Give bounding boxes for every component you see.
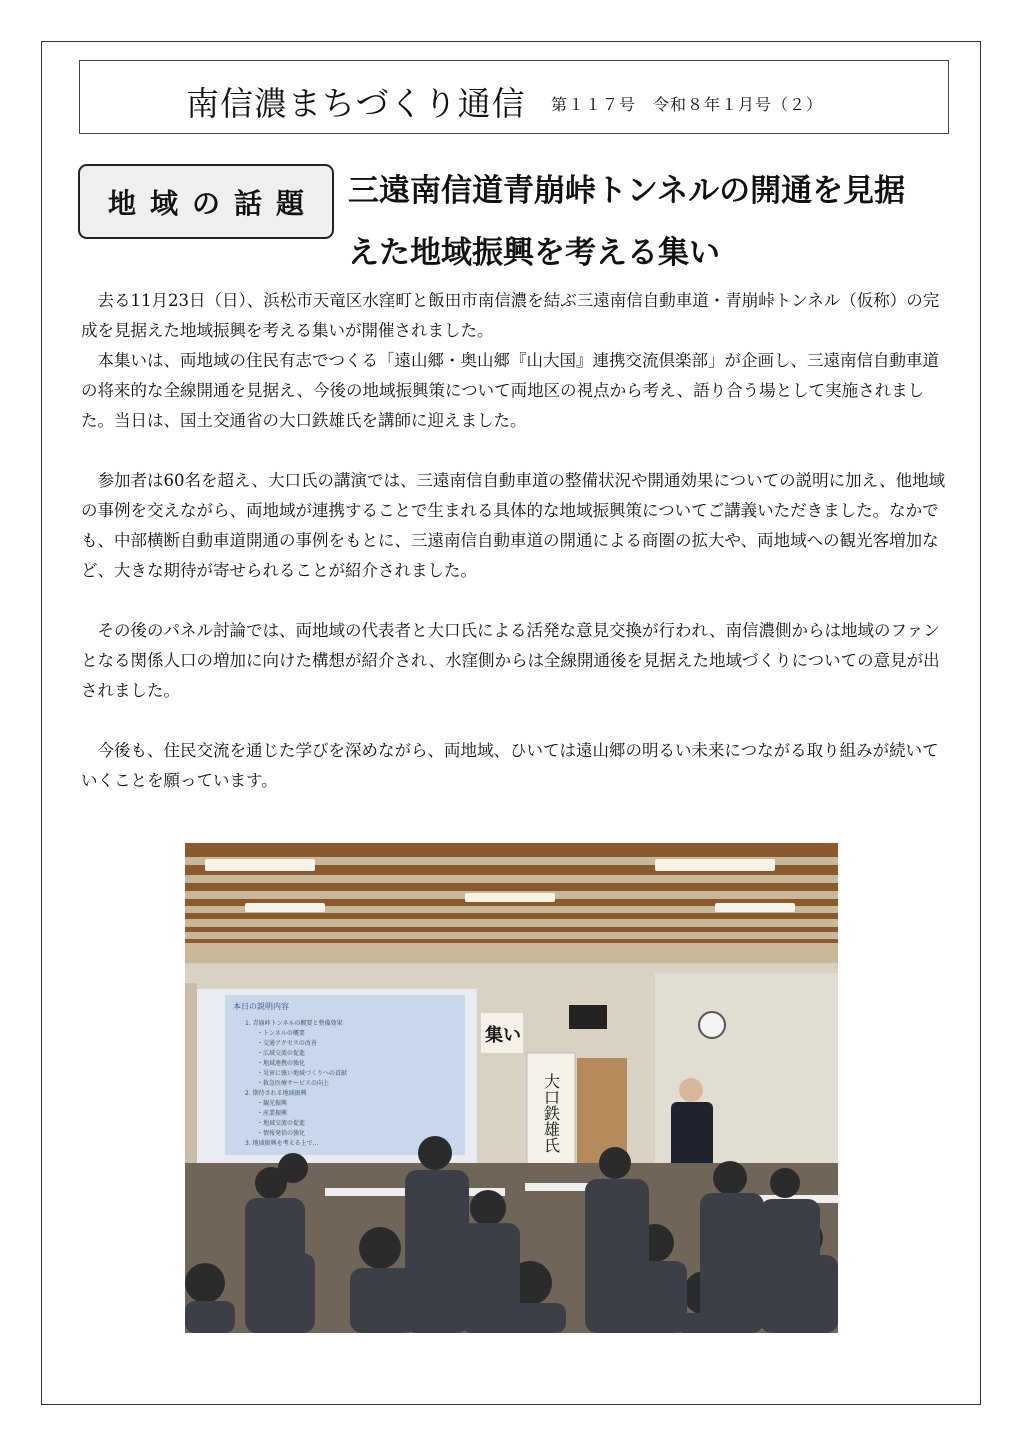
headline-line-2: えた地域振興を考える集い — [348, 235, 720, 271]
screen-item: 3. 地域振興を考える上で… — [245, 1140, 319, 1147]
wall-sign-text: 集い — [485, 1025, 521, 1046]
section-badge-label: 地域の話題 — [107, 186, 318, 220]
article-body — [81, 286, 946, 796]
paragraph-5: 今後も、住民交流を通じた学びを深めながら、両地域、ひいては遠山郷の明るい未来につながる取り組みが続いていくことを願っています。 — [81, 741, 939, 790]
screen-item: ・地域交流の促進 — [257, 1120, 306, 1127]
wall-speaker — [569, 1005, 607, 1029]
paragraph-4: その後のパネル討論では、両地域の代表者と大口氏による活発な意見交換が行われ、南信濃側からは地域のファンとなる関係人口の増加に向けた構想が紹介され、水窪側からは全線開通後を見据えた地域づくりについての意見が出されました。 — [81, 621, 940, 700]
screen-item: ・産業振興 — [257, 1110, 288, 1117]
article-headline — [348, 160, 958, 284]
headline-line-1: 三遠南信道青崩峠トンネルの開通を見据 — [348, 173, 906, 209]
screen-item: ・交通アクセスの改善 — [257, 1040, 317, 1047]
wall-clock — [699, 1012, 725, 1038]
paragraph-1: 去る11月23日（日）、浜松市天竜区水窪町と飯田市南信濃を結ぶ三遠南信自動車道・青崩峠トンネル（仮称）の完成を見据えた地域振興を考える集いが開催されました。 — [81, 291, 940, 340]
issue-info: 第１１７号 令和８年１月号（２） — [551, 95, 824, 114]
banner-name: 大口鉄雄氏 — [541, 1073, 561, 1153]
newsletter-title: 南信濃まちづくり通信 — [186, 84, 526, 123]
screen-item: ・トンネルの概要 — [257, 1030, 305, 1037]
event-photo — [185, 843, 838, 1333]
screen-item: 2. 期待される地域振興 — [245, 1090, 307, 1097]
screen-item: ・観光振興 — [257, 1100, 288, 1107]
screen-item: ・災害に強い地域づくりへの貢献 — [257, 1070, 348, 1077]
paragraph-3: 参加者は60名を超え、大口氏の講演では、三遠南信自動車道の整備状況や開通効果についての説明に加え、他地域の事例を交えながら、両地域が連携することで生まれる具体的な地域振興策についてご講義いただきました。なかでも、中部横断自動車道開通の事例をもとに、三遠南信自動車道の開通による商圏の拡大や、両地域への観光客増加など、大きな期待が寄せられることが紹介されました。 — [81, 471, 946, 580]
screen-item: ・地域連携の強化 — [257, 1060, 306, 1067]
screen-item: ・救急医療サービスの向上 — [257, 1080, 330, 1087]
paragraph-2: 本集いは、両地域の住民有志でつくる「遠山郷・奥山郷『山大国』連携交流倶楽部」が企画し、三遠南信自動車道の将来的な全線開通を見据え、今後の地域振興策について両地区の視点から考え、語り合う場として実施されました。当日は、国土交通省の大口鉄雄氏を講師に迎えました。 — [81, 351, 939, 430]
screen-item: 1. 青崩峠トンネルの概要と整備効果 — [245, 1020, 343, 1027]
section-badge — [78, 164, 334, 239]
screen-item: ・広域交流の促進 — [257, 1050, 306, 1057]
screen-item: ・情報発信の強化 — [257, 1130, 306, 1137]
lecture-hall-illustration — [185, 843, 838, 1333]
screen-heading: 本日の説明内容 — [233, 1002, 289, 1011]
